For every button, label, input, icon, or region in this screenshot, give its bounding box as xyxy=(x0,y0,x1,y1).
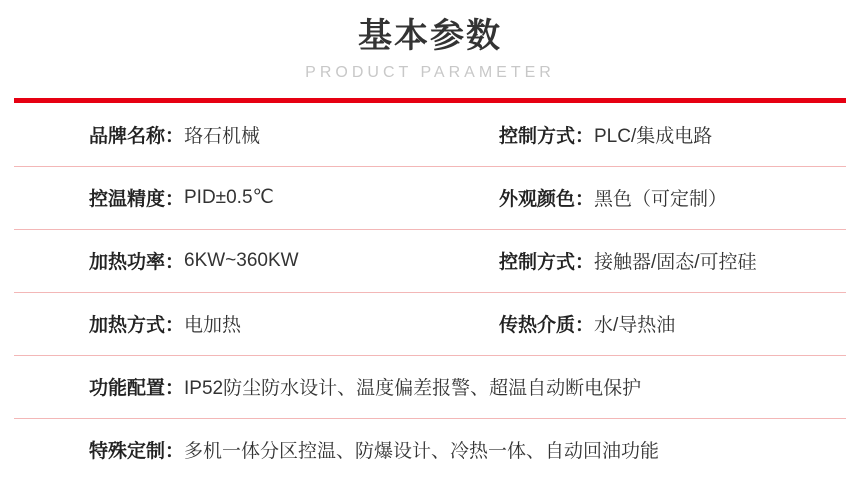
row-label-left: 加热方式： xyxy=(14,292,184,355)
row-value-left: IP52防尘防水设计、温度偏差报警、超温自动断电保护 xyxy=(184,355,846,418)
row-value-left: 珞石机械 xyxy=(184,103,424,166)
page-subtitle: PRODUCT PARAMETER xyxy=(305,64,555,81)
row-label-right: 控制方式： xyxy=(424,103,594,166)
row-label-left: 功能配置： xyxy=(14,355,184,418)
row-value-right: 水/导热油 xyxy=(594,292,846,355)
table-row xyxy=(14,229,846,292)
row-label-right: 传热介质： xyxy=(424,292,594,355)
table-row xyxy=(14,166,846,229)
parameter-table-wrapper xyxy=(14,98,846,481)
row-label-left: 特殊定制： xyxy=(88,441,184,463)
row-value-left: 6KW~360KW xyxy=(184,229,424,292)
table-row xyxy=(14,103,846,166)
row-label-right: 外观颜色： xyxy=(424,166,594,229)
row-label-left: 加热功率： xyxy=(14,229,184,292)
row-value-left: 电加热 xyxy=(184,292,424,355)
table-row xyxy=(14,292,846,355)
row-value-right: 黑色（可定制） xyxy=(594,166,846,229)
page-title: 基本参数 xyxy=(358,17,502,55)
parameter-table xyxy=(14,103,846,481)
row-value-left: 多机一体分区控温、防爆设计、冷热一体、自动回油功能 xyxy=(184,441,660,463)
table-row xyxy=(14,355,846,418)
row-label-left: 控温精度： xyxy=(14,166,184,229)
row-label-right: 控制方式： xyxy=(424,229,594,292)
row-value-right: PLC/集成电路 xyxy=(594,103,846,166)
table-row xyxy=(14,418,846,481)
row-label-left: 品牌名称： xyxy=(14,103,184,166)
page-header xyxy=(0,0,860,82)
row-value-right: 接触器/固态/可控硅 xyxy=(594,229,846,292)
row-value-left: PID±0.5℃ xyxy=(184,166,424,229)
